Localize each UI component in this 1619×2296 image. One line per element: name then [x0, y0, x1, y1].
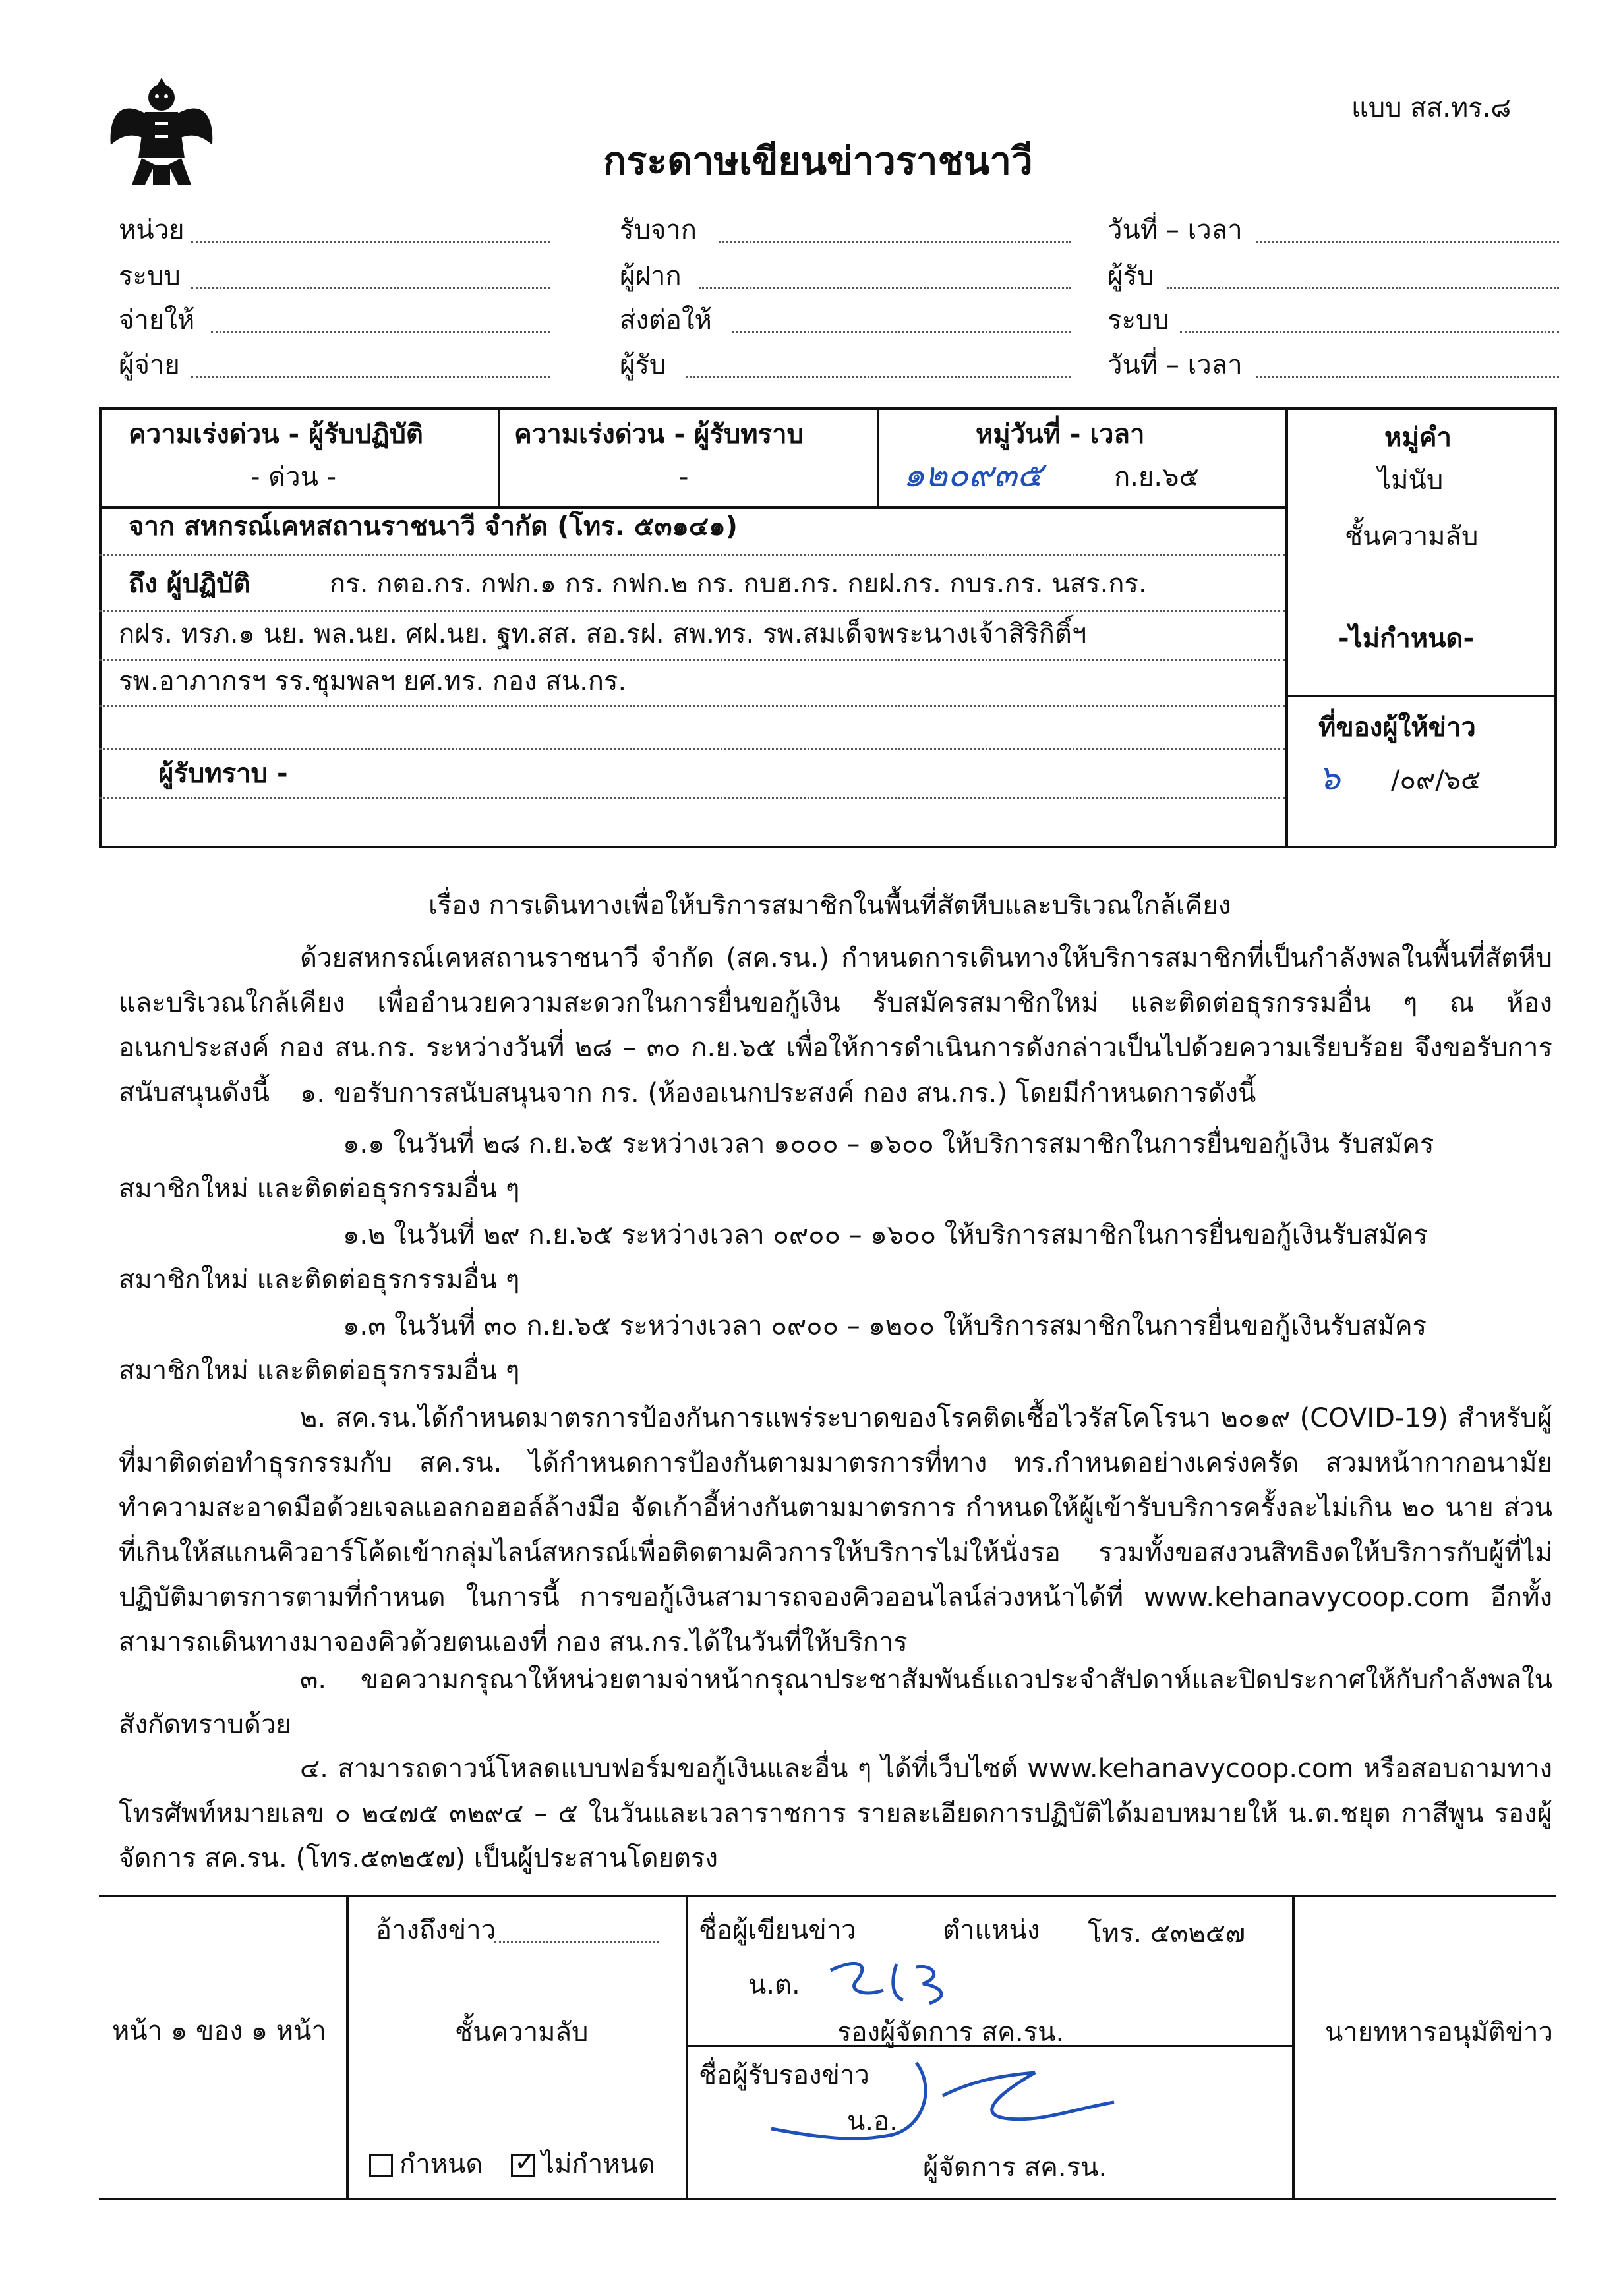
- field-receiver-label: ผู้รับ: [620, 350, 666, 380]
- sender-number-label: ที่ของผู้ให้ข่าว: [1318, 712, 1476, 743]
- writer-rank: น.ต.: [748, 1970, 800, 2000]
- form-code: แบบ สส.ทร.๘: [1351, 93, 1512, 123]
- field-datetime-dots[interactable]: [1256, 241, 1559, 243]
- field-payto-dots[interactable]: [211, 331, 550, 333]
- certifier-title: ผู้จัดการ สค.รน.: [923, 2152, 1107, 2183]
- field-datetime-label: วันที่ – เวลา: [1107, 215, 1243, 245]
- field-datetime2-label: วันที่ – เวลา: [1107, 350, 1243, 380]
- field-receiver2-dots[interactable]: [1167, 287, 1559, 289]
- sender-number-handwritten: ๖: [1318, 759, 1341, 798]
- secrecy-value: -ไม่กำหนด-: [1338, 623, 1475, 654]
- certifier-signature: [758, 2056, 1127, 2155]
- field-receivedfrom-label: รับจาก: [620, 215, 697, 245]
- item-1-3: ๑.๓ ในวันที่ ๓๐ ก.ย.๖๕ ระหว่างเวลา ๐๙๐๐ – ๑๒๐๐ ให้บริการสมาชิกในการยื่นขอกู้เงินรับสมัคร: [343, 1311, 1427, 1341]
- writer-label: ชื่อผู้เขียนข่าว: [699, 1915, 856, 1945]
- item-1-1: ๑.๑ ในวันที่ ๒๘ ก.ย.๖๕ ระหว่างเวลา ๑๐๐๐ – ๑๖๐๐ ให้บริการสมาชิกในการยื่นขอกู้เงิน รับสมัคร: [343, 1129, 1434, 1159]
- word-count-header: หมู่คำ: [1384, 422, 1452, 453]
- page-title: กระดาษเขียนข่าวราชนาวี: [603, 138, 1033, 183]
- subject-line: เรื่อง การเดินทางเพื่อให้บริการสมาชิกในพื้นที่สัตหีบและบริเวณใกล้เคียง: [428, 890, 1231, 921]
- secrecy-label: ชั้นความลับ: [1345, 521, 1479, 552]
- to-recipients-line3: รพ.อาภากรฯ รร.ชุมพลฯ ยศ.ทร. กอง สน.กร.: [119, 666, 627, 697]
- footer-secrecy-label: ชั้นความลับ: [455, 2017, 589, 2048]
- urgency-info-header: ความเร่งด่วน - ผู้รับทราบ: [514, 419, 804, 449]
- field-payer-label: ผู้จ่าย: [119, 350, 180, 380]
- urgency-action-value: - ด่วน -: [250, 462, 337, 492]
- page-count: หน้า ๑ ของ ๑ หน้า: [112, 2016, 326, 2046]
- checkbox-checked[interactable]: [511, 2154, 535, 2177]
- field-payer-dots[interactable]: [191, 376, 550, 378]
- sender-number-value: /๐๙/๖๕: [1391, 765, 1481, 795]
- item-1-1-cont: สมาชิกใหม่ และติดต่อธุรกรรมอื่น ๆ: [119, 1174, 520, 1204]
- secrecy-option-specified[interactable]: กำหนด: [369, 2148, 483, 2180]
- field-unit-dots[interactable]: [191, 241, 550, 243]
- item-1: ๑. ขอรับการสนับสนุนจาก กร. (ห้องอเนกประสงค์ กอง สน.กร.) โดยมีกำหนดการดังนี้: [300, 1078, 1256, 1108]
- field-system-label: ระบบ: [119, 261, 181, 291]
- field-forwardto-label: ส่งต่อให้: [620, 305, 712, 335]
- field-receiver-dots[interactable]: [686, 376, 1071, 378]
- to-label: ถึง ผู้ปฏิบัติ: [129, 569, 250, 599]
- item-1-3-cont: สมาชิกใหม่ และติดต่อธุรกรรมอื่น ๆ: [119, 1356, 520, 1386]
- to-recipients-line2: กฝร. ทรภ.๑ นย. พล.นย. ศฝ.นย. ฐท.สส. สอ.รฝ. สพ.ทร. รพ.สมเด็จพระนางเจ้าสิริกิติ์ฯ: [119, 619, 1087, 649]
- field-system2-dots[interactable]: [1180, 331, 1559, 333]
- from-line: จาก สหกรณ์เคหสถานราชนาวี จำกัด (โทร. ๕๓๑๔๑): [129, 511, 738, 542]
- item-1-2-cont: สมาชิกใหม่ และติดต่อธุรกรรมอื่น ๆ: [119, 1265, 520, 1295]
- certifier-rank: น.อ.: [847, 2106, 898, 2137]
- royal-garuda-emblem: [105, 72, 218, 191]
- item-3: ๓. ขอความกรุณาให้หน่วยตามจ่าหน้ากรุณาประชาสัมพันธ์แถวประจำสัปดาห์และปิดประกาศให้กับกำลังพลในสังกัดทราบด้วย: [119, 1665, 1552, 1740]
- field-depositor-dots[interactable]: [699, 287, 1071, 289]
- reference-label: อ้างถึงข่าว: [376, 1915, 496, 1945]
- position-label: ตำแหน่ง: [943, 1915, 1040, 1945]
- datetime-group-month: ก.ย.๖๕: [1114, 462, 1199, 492]
- checkbox-unchecked[interactable]: [369, 2154, 393, 2177]
- writer-signature: [817, 1951, 989, 2010]
- field-depositor-label: ผู้ฝาก: [620, 261, 682, 291]
- datetime-group-header: หมู่วันที่ - เวลา: [976, 419, 1145, 449]
- writer-title: รองผู้จัดการ สค.รน.: [837, 2017, 1065, 2048]
- certifier-label: ชื่อผู้รับรองข่าว: [699, 2060, 869, 2090]
- field-receiver2-label: ผู้รับ: [1107, 261, 1154, 291]
- info-addressee-label: ผู้รับทราบ -: [158, 759, 288, 789]
- item-1-2: ๑.๒ ในวันที่ ๒๙ ก.ย.๖๕ ระหว่างเวลา ๐๙๐๐ – ๑๖๐๐ ให้บริการสมาชิกในการยื่นขอกู้เงินรับสมัคร: [343, 1220, 1428, 1250]
- secrecy-option-unspecified[interactable]: ✓ ไม่กำหนด: [511, 2148, 655, 2180]
- field-forwardto-dots[interactable]: [732, 331, 1071, 333]
- urgency-info-value: -: [679, 462, 689, 492]
- field-system2-label: ระบบ: [1107, 305, 1169, 335]
- to-recipients-line1: กร. กตอ.กร. กฟก.๑ กร. กฟก.๒ กร. กบฮ.กร. กยฝ.กร. กบร.กร. นสร.กร.: [330, 569, 1147, 599]
- item-4: ๔. สามารถดาวน์โหลดแบบฟอร์มขอกู้เงินและอื่น ๆ ได้ที่เว็บไซต์ www.kehanavycoop.com หรือสอบถามทางโทรศัพท์หมายเลข ๐ ๒๔๗๕ ๓๒๙๔ – ๕ ในวันและเวลาราชการ รายละเอียดการปฏิบัติได้มอบหมายให้ น.ต.ชยุต กาสีพูน รองผู้จัดการ สค.รน. (โทร.๕๓๒๕๗) เป็นผู้ประสานโดยตรง: [119, 1754, 1552, 1874]
- item-2: ๒. สค.รน.ได้กำหนดมาตรการป้องกันการแพร่ระบาดของโรคติดเชื้อไวรัสโคโรนา ๒๐๑๙ (COVID-19) สำหรับผู้ที่มาติดต่อทำธุรกรรมกับ สค.รน. ได้กำหนดการป้องกันตามมาตรการที่ทาง ทร.กำหนดอย่างเคร่งครัด สวมหน้ากากอนามัย ทำความสะอาดมือด้วยเจลแอลกอฮอล์ล้างมือ จัดเก้าอี้ห่างกันตามมาตรการ กำหนดให้ผู้เข้ารับบริการครั้งละไม่เกิน ๒๐ นาย ส่วนที่เกินให้สแกนคิวอาร์โค้ดเข้ากลุ่มไลน์สหกรณ์เพื่อติดตามคิวการให้บริการไม่ให้นั่งรอ รวมทั้งขอสงวนสิทธิงดให้บริการกับผู้ที่ไม่ปฏิบัติมาตรการตามที่กำหนด ในการนี้ การขอกู้เงินสามารถจองคิวออนไลน์ล่วงหน้าได้ที่ www.kehanavycoop.com อีกทั้งสามารถเดินทางมาจองคิวด้วยตนเองที่ กอง สน.กร.ได้ในวันที่ให้บริการ: [119, 1403, 1552, 1657]
- field-receivedfrom-dots[interactable]: [719, 241, 1071, 243]
- writer-phone: โทร. ๕๓๒๕๗: [1088, 1918, 1246, 1949]
- intro-paragraph: ด้วยสหกรณ์เคหสถานราชนาวี จำกัด (สค.รน.) กำหนดการเดินทางให้บริการสมาชิกที่เป็นกำลังพลในพื้นที่สัตหีบและบริเวณใกล้เคียง เพื่ออำนวยความสะดวกในการยื่นขอกู้เงิน รับสมัครสมาชิกใหม่ และติดต่อธุรกรรมอื่น ๆ ณ ห้องอเนกประสงค์ กอง สน.กร. ระหว่างวันที่ ๒๘ – ๓๐ ก.ย.๖๕ เพื่อให้การดำเนินการดังกล่าวเป็นไปด้วยความเรียบร้อย จึงขอรับการสนับสนุนดังนี้: [119, 943, 1552, 1108]
- field-datetime2-dots[interactable]: [1256, 376, 1559, 378]
- word-count-value: ไม่นับ: [1378, 465, 1444, 496]
- field-system-dots[interactable]: [191, 287, 550, 289]
- approving-officer-label: นายทหารอนุมัติข่าว: [1325, 2017, 1553, 2048]
- datetime-group-handwritten: ๑๒๐๙๓๕: [903, 455, 1044, 495]
- field-unit-label: หน่วย: [119, 215, 185, 245]
- field-payto-label: จ่ายให้: [119, 305, 195, 335]
- urgency-action-header: ความเร่งด่วน - ผู้รับปฏิบัติ: [129, 419, 423, 449]
